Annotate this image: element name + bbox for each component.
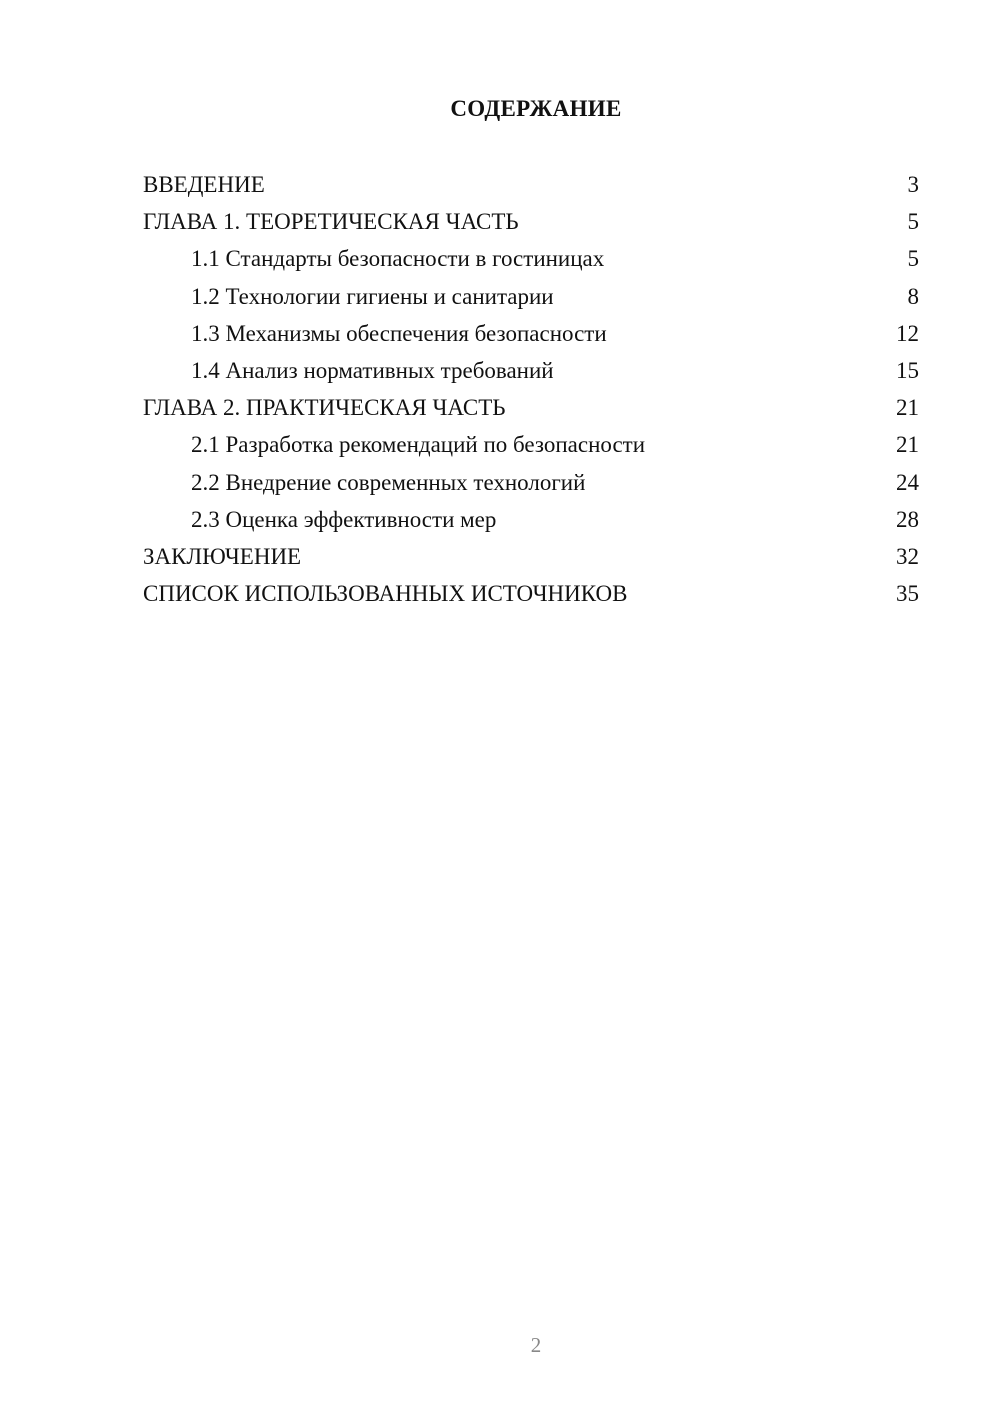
toc-entry-label: 2.3 Оценка эффективности мер — [191, 506, 497, 532]
toc-entry-label: ВВЕДЕНИЕ — [143, 172, 265, 197]
toc-entry-page: 32 — [896, 543, 919, 569]
toc-entry-section-2-1[interactable] — [143, 426, 919, 463]
toc-entry-page: 15 — [896, 357, 919, 383]
toc-entry-label: 1.2 Технологии гигиены и санитарии — [191, 283, 554, 309]
toc-entry-label: ЗАКЛЮЧЕНИЕ — [143, 543, 302, 569]
toc-entry-label: СПИСОК ИСПОЛЬЗОВАННЫХ ИСТОЧНИКОВ — [143, 581, 628, 607]
toc-entry-page: 28 — [896, 506, 919, 532]
toc-entry-label: 1.1 Стандарты безопасности в гостиницах — [191, 246, 605, 272]
toc-entry-page: 35 — [896, 581, 919, 607]
toc-list — [143, 166, 919, 612]
toc-entry-chapter-2[interactable] — [143, 389, 919, 426]
toc-entry-section-1-3[interactable] — [143, 315, 919, 352]
toc-entry-section-1-4[interactable] — [143, 352, 919, 389]
toc-entry-label: 2.2 Внедрение современных технологий — [191, 469, 586, 495]
toc-entry-page: 21 — [896, 395, 919, 421]
toc-entry-chapter-1[interactable] — [143, 203, 919, 240]
toc-entry-label: ГЛАВА 1. ТЕОРЕТИЧЕСКАЯ ЧАСТЬ — [143, 209, 519, 235]
toc-title: СОДЕРЖАНИЕ — [450, 96, 622, 121]
toc-entry-label: 2.1 Разработка рекомендаций по безопасности — [191, 432, 646, 458]
toc-entry-page: 8 — [907, 283, 919, 309]
toc-entry-page: 5 — [907, 246, 919, 272]
page-number: 2 — [530, 1333, 542, 1357]
toc-entry-label: 1.4 Анализ нормативных требований — [191, 357, 554, 383]
toc-entry-section-1-1[interactable] — [143, 240, 919, 277]
toc-entry-section-2-3[interactable] — [143, 501, 919, 538]
toc-entry-page: 24 — [896, 469, 919, 495]
toc-entry-introduction[interactable] — [143, 166, 919, 203]
toc-entry-label: ГЛАВА 2. ПРАКТИЧЕСКАЯ ЧАСТЬ — [143, 395, 506, 421]
toc-entry-references[interactable] — [143, 575, 919, 612]
toc-entry-conclusion[interactable] — [143, 538, 919, 575]
toc-entry-page: 5 — [907, 209, 919, 235]
toc-entry-section-2-2[interactable] — [143, 464, 919, 501]
toc-entry-section-1-2[interactable] — [143, 278, 919, 315]
toc-entry-label: 1.3 Механизмы обеспечения безопасности — [191, 320, 607, 346]
toc-entry-page: 12 — [896, 320, 919, 346]
toc-entry-page: 21 — [896, 432, 919, 458]
toc-entry-page: 3 — [907, 172, 919, 197]
